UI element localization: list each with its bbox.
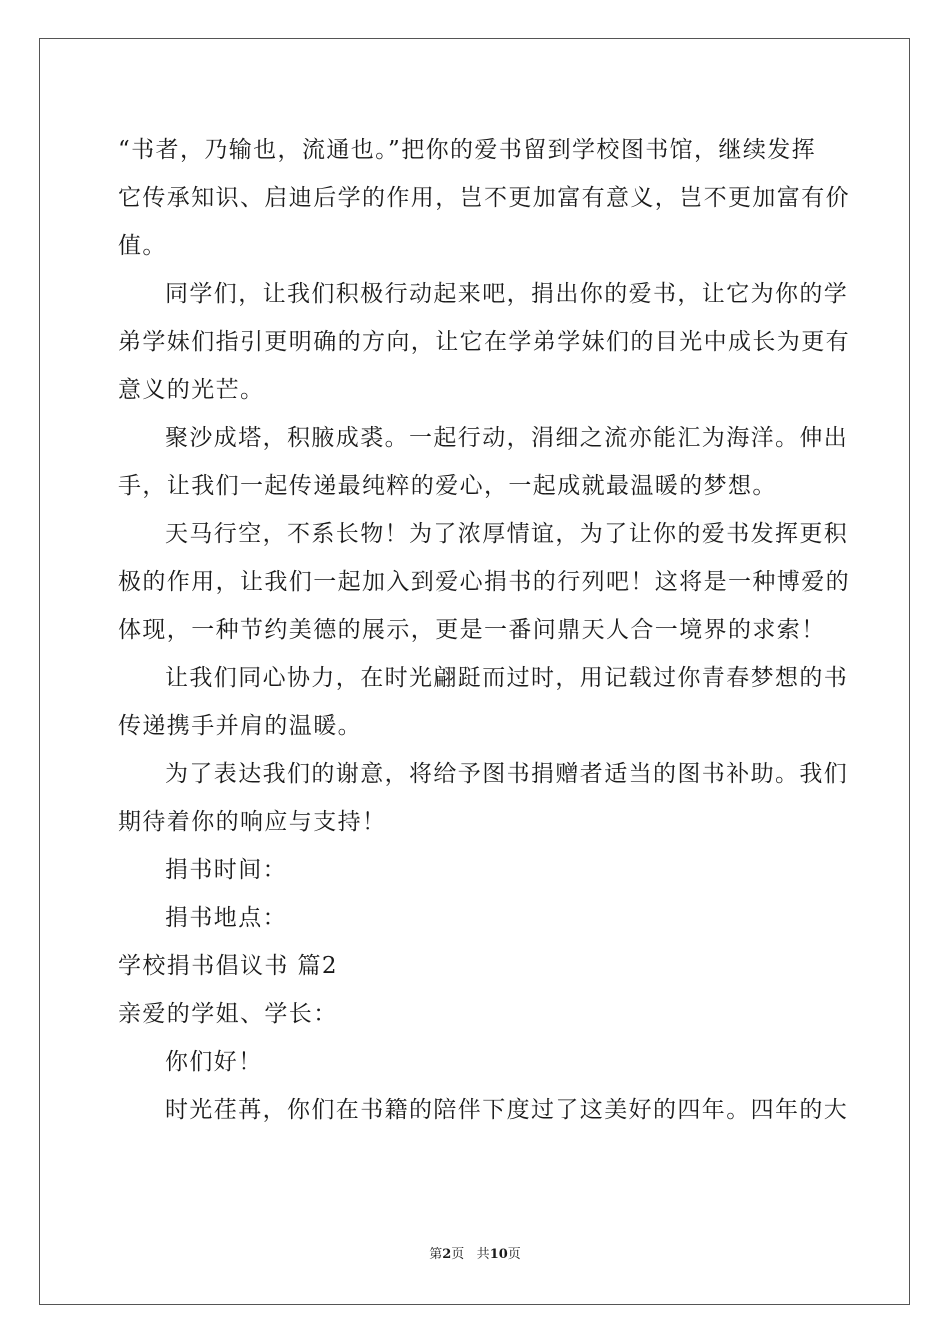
text-line: 手，让我们一起传递最纯粹的爱心，一起成就最温暖的梦想。 [118, 473, 777, 499]
text-line: 捐书地点： [165, 905, 287, 931]
text-line: 时光荏苒，你们在书籍的陪伴下度过了这美好的四年。四年的大 [165, 1097, 849, 1123]
text-line: 值。 [118, 233, 167, 259]
text-line: 极的作用，让我们一起加入到爱心捐书的行列吧！这将是一种博爱的 [118, 569, 850, 595]
text-line: 它传承知识、启迪后学的作用，岂不更加富有意义，岂不更加富有价 [118, 185, 850, 211]
text-line: 弟学妹们指引更明确的方向，让它在学弟学妹们的目光中成长为更有 [118, 329, 850, 355]
text-line: 学校捐书倡议书 篇2 [118, 953, 338, 979]
text-line: 捐书时间： [165, 857, 287, 883]
text-line: 你们好！ [165, 1049, 263, 1075]
page-footer [0, 1246, 950, 1264]
text-line: 让我们同心协力，在时光翩跹而过时，用记载过你青春梦想的书 [165, 665, 849, 691]
text-line: 亲爱的学姐、学长： [118, 1001, 338, 1027]
page-suffix: 页 [451, 1247, 465, 1262]
total-prefix: 共 [476, 1247, 490, 1262]
page-prefix: 第 [429, 1247, 443, 1262]
text-line: 体现，一种节约美德的展示，更是一番问鼎天人合一境界的求索！ [118, 617, 826, 643]
text-line: 意义的光芒。 [118, 377, 265, 403]
page-current: 2 [442, 1247, 452, 1262]
document-body [118, 126, 850, 1134]
text-line: “书者，乃输也，流通也。”把你的爱书留到学校图书馆，继续发挥 [118, 137, 817, 163]
text-line: 聚沙成塔，积腋成裘。一起行动，涓细之流亦能汇为海洋。伸出 [165, 425, 849, 451]
text-line: 为了表达我们的谢意，将给予图书捐赠者适当的图书补助。我们 [165, 761, 849, 787]
text-line: 同学们，让我们积极行动起来吧，捐出你的爱书，让它为你的学 [165, 281, 849, 307]
text-line: 期待着你的响应与支持！ [118, 809, 387, 835]
page-total: 10 [489, 1247, 508, 1262]
total-suffix: 页 [507, 1247, 521, 1262]
text-line: 天马行空，不系长物！为了浓厚情谊，为了让你的爱书发挥更积 [165, 521, 849, 547]
text-line: 传递携手并肩的温暖。 [118, 713, 362, 739]
